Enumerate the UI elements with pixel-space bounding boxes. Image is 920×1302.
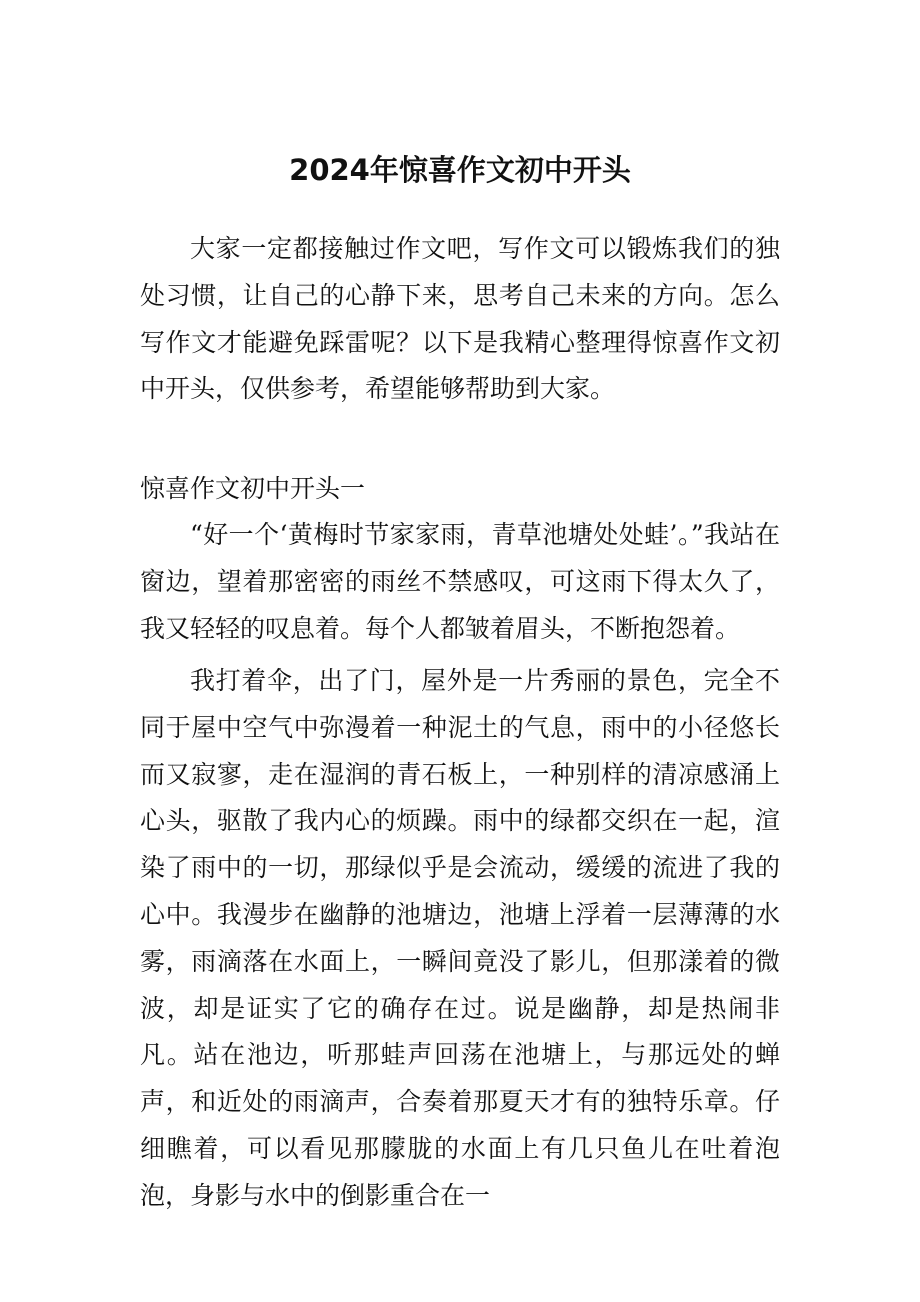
intro-paragraph: 大家一定都接触过作文吧，写作文可以锻炼我们的独处习惯，让自己的心静下来，思考自己未来的方向。怎么写作文才能避免踩雷呢？以下是我精心整理得惊喜作文初中开头，仅供参考，希望能够帮助到大家。 [140, 234, 780, 404]
document-title: 2024年惊喜作文初中开头 [289, 153, 631, 187]
section-heading: 惊喜作文初中开头一 [140, 474, 366, 503]
body-paragraph: 我打着伞，出了门，屋外是一片秀丽的景色，完全不同于屋中空气中弥漫着一种泥土的气息，雨中的小径悠长而又寂寥，走在湿润的青石板上，一种别样的清凉感涌上心头，驱散了我内心的烦躁。雨中的绿都交织在一起，渲染了雨中的一切，那绿似乎是会流动，缓缓的流进了我的心中。我漫步在幽静的池塘边，池塘上浮着一层薄薄的水雾，雨滴落在水面上，一瞬间竟没了影儿，但那漾着的微波，却是证实了它的确存在过。说是幽静，却是热闹非凡。站在池边，听那蛙声回荡在池塘上，与那远处的蝉声，和近处的雨滴声，合奏着那夏天才有的独特乐章。仔细瞧着，可以看见那朦胧的水面上有几只鱼儿在吐着泡泡，身影与水中的倒影重合在一 [140, 666, 780, 1210]
body-paragraph: “好一个‘黄梅时节家家雨，青草池塘处处蛙’。”我站在窗边，望着那密密的雨丝不禁感叹，可这雨下得太久了，我又轻轻的叹息着。每个人都皱着眉头，不断抱怨着。 [140, 520, 780, 643]
